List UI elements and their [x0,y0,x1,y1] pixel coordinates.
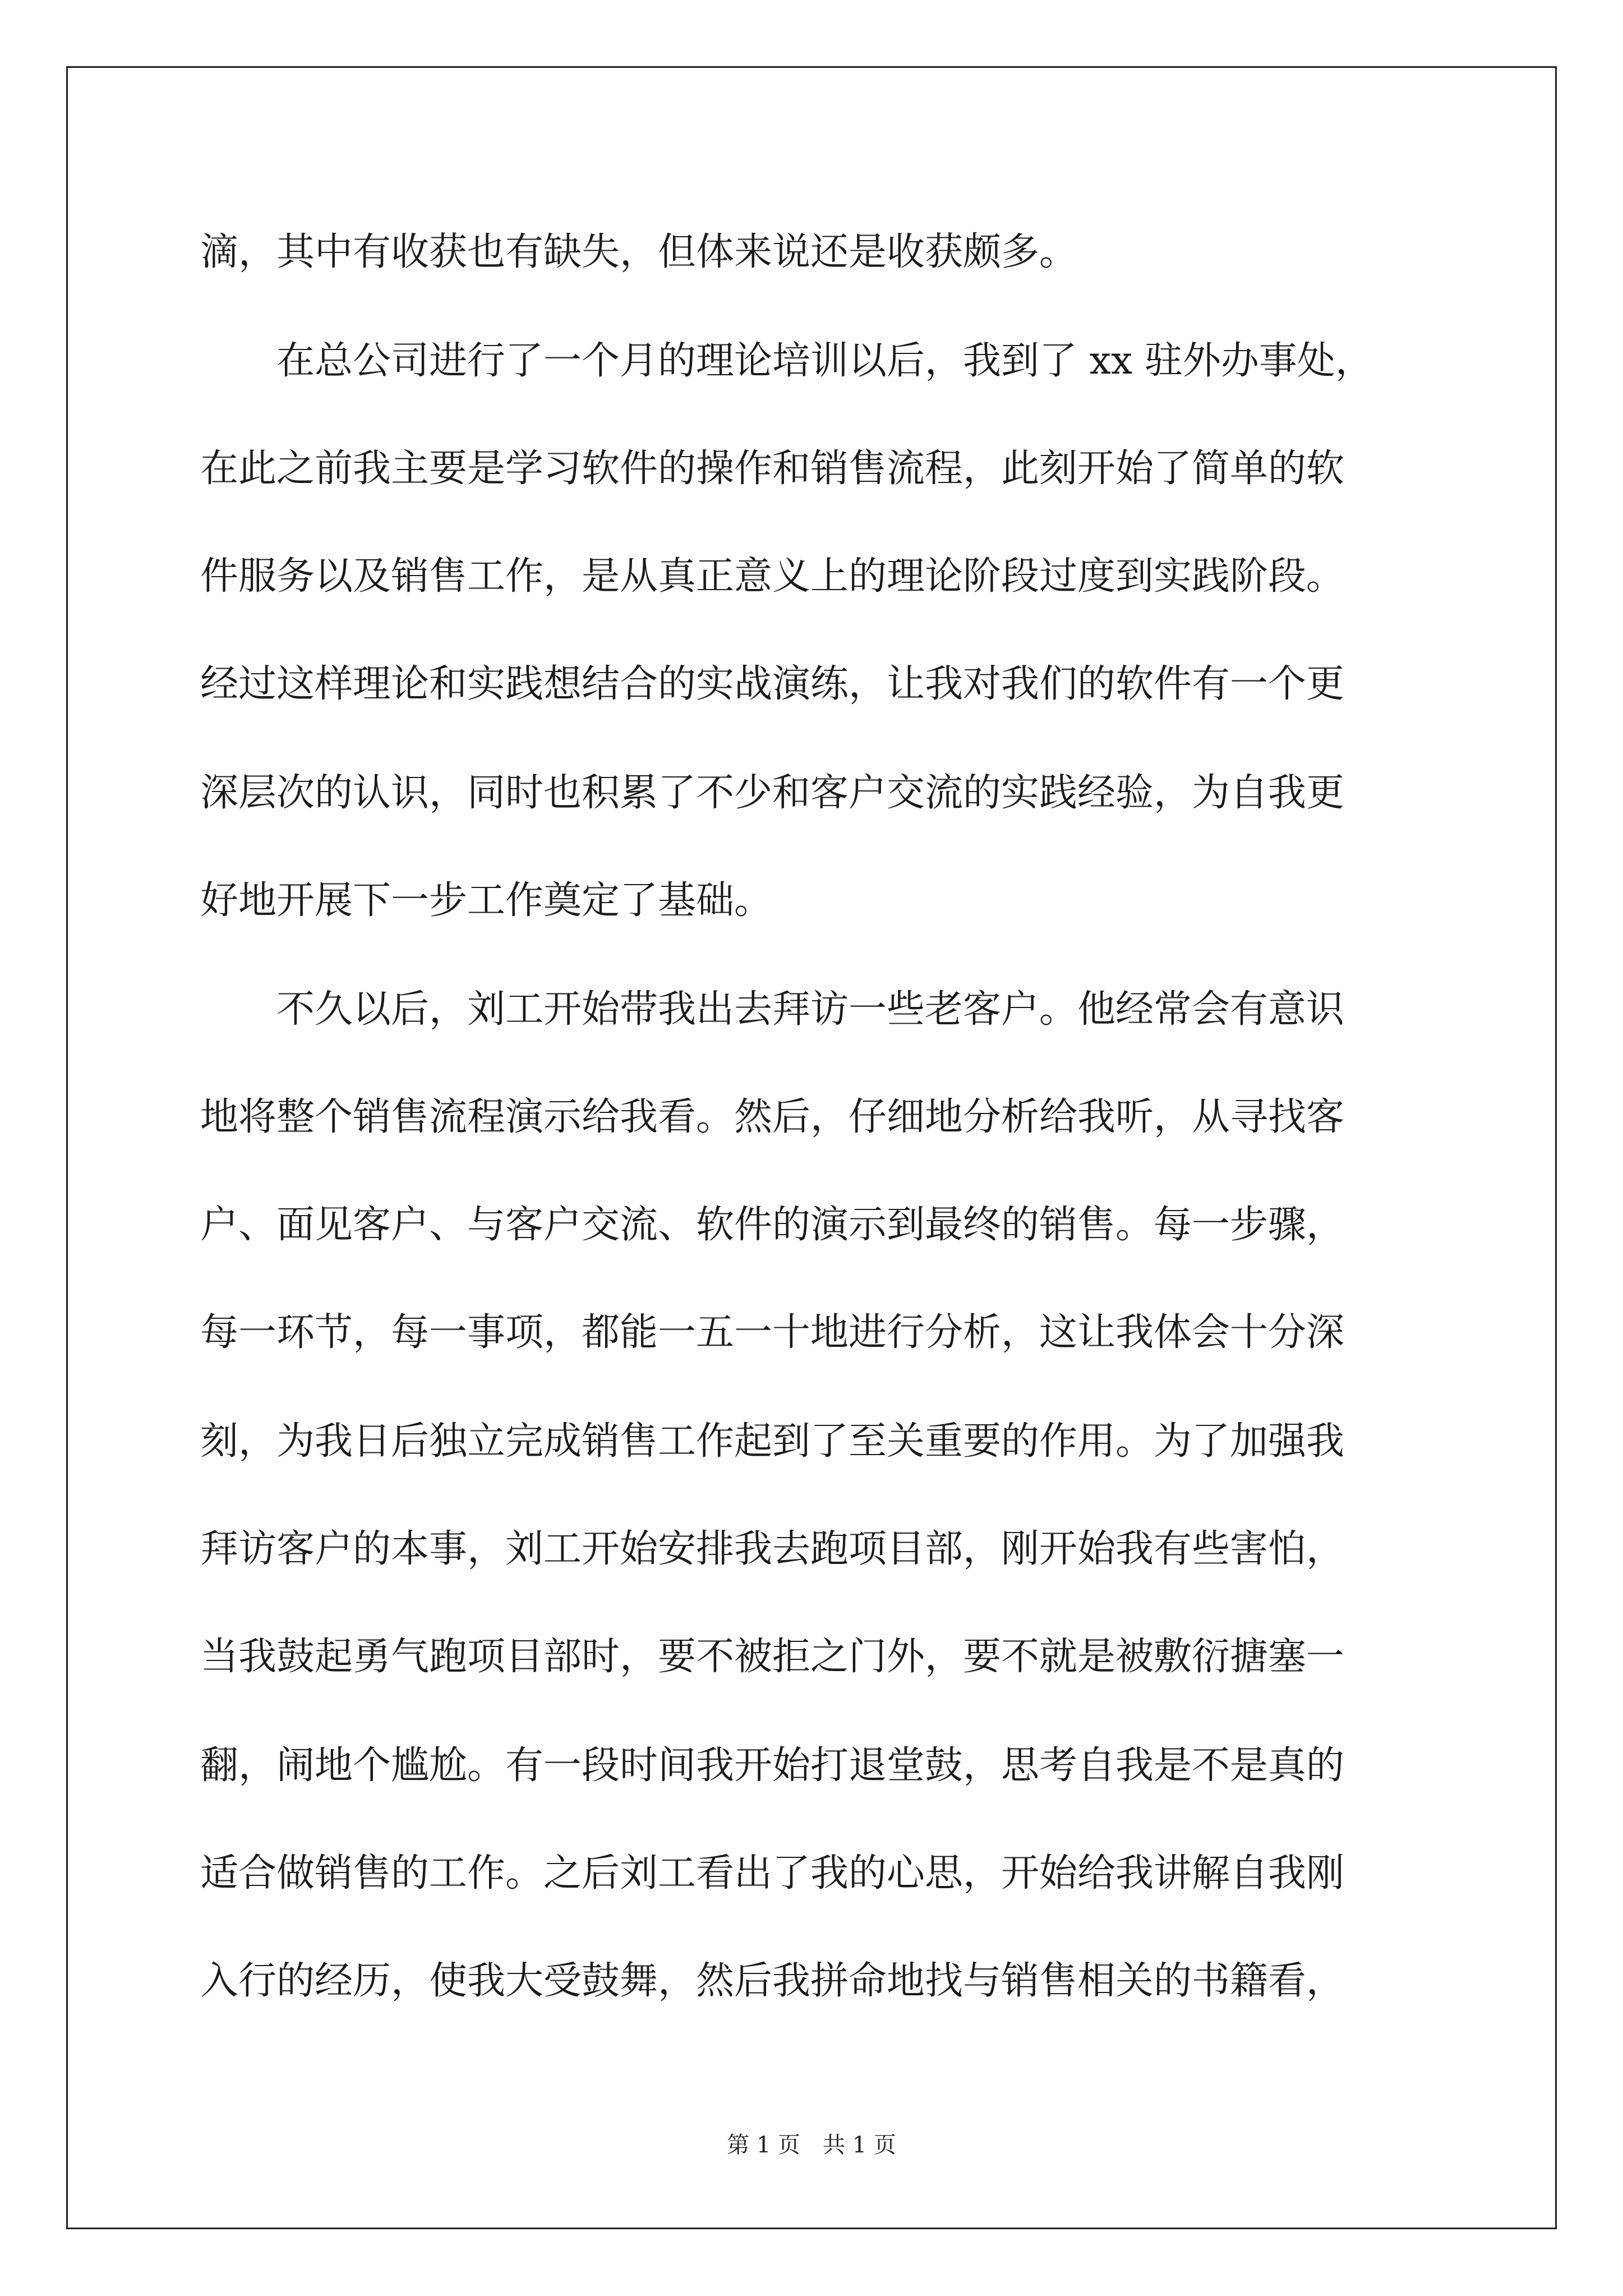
text-line: 每一环节，每一事项，都能一五一十地进行分析，这让我体会十分深 [200,1310,1345,1355]
text-line: 经过这样理论和实践想结合的实战演练，让我对我们的软件有一个更 [200,662,1345,706]
text-line: 在总公司进行了一个月的理论培训以后，我到了 xx 驻外办事处， [200,339,1373,383]
text-line: 深层次的认识，同时也积累了不少和客户交流的实践经验，为自我更 [200,771,1345,815]
page-footer: 第 1 页 共 1 页 [727,2132,896,2158]
text-line: 户、面见客户、与客户交流、软件的演示到最终的销售。每一步骤， [200,1203,1345,1247]
text-line: 件服务以及销售工作，是从真正意义上的理论阶段过度到实践阶段。 [200,554,1345,599]
text-line: 翻，闹地个尴尬。有一段时间我开始打退堂鼓，思考自我是不是真的 [200,1743,1345,1788]
page-border [66,66,1557,2229]
text-line: 在此之前我主要是学习软件的操作和销售流程，此刻开始了简单的软 [200,447,1345,491]
text-line: 入行的经历，使我大受鼓舞，然后我拼命地找与销售相关的书籍看， [200,1959,1345,2003]
text-line: 地将整个销售流程演示给我看。然后，仔细地分析给我听，从寻找客 [200,1095,1345,1139]
text-line: 不久以后，刘工开始带我出去拜访一些老客户。他经常会有意识 [200,987,1345,1032]
text-line: 刻，为我日后独立完成销售工作起到了至关重要的作用。为了加强我 [200,1419,1345,1464]
text-line: 适合做销售的工作。之后刘工看出了我的心思，开始给我讲解自我刚 [200,1851,1345,1895]
text-line: 当我鼓起勇气跑项目部时，要不被拒之门外，要不就是被敷衍搪塞一 [200,1635,1345,1679]
text-line: 滴，其中有收获也有缺失，但体来说还是收获颇多。 [200,230,1078,274]
text-line: 好地开展下一步工作奠定了基础。 [200,878,773,923]
text-line: 拜访客户的本事，刘工开始安排我去跑项目部，刚开始我有些害怕， [200,1527,1345,1571]
